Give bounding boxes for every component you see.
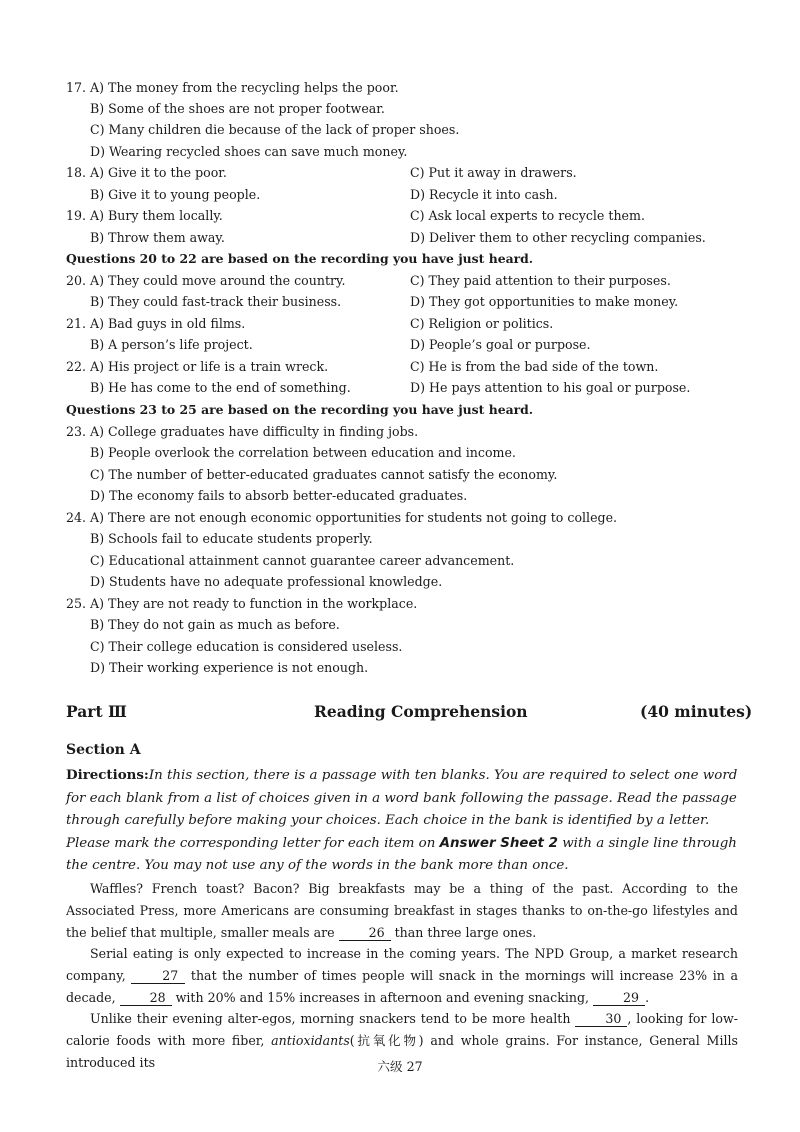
p3-text-1: Unlike their evening alter-egos, morning snackers tend to be more health [90,1011,576,1026]
p2-text-1: Serial eating is only expected to increase in the coming years. The NPD Group, a market research company, [66,946,738,983]
directions [66,764,738,878]
p3-text-2: , looking for low-calorie foods with more fiber, [66,1011,738,1048]
q24-option-d: D) Students have no adequate professional knowledge. [90,574,443,589]
blank-26: 26 [339,926,391,941]
q22-option-d: D) He pays attention to his goal or purpose. [410,380,691,395]
q17-option-d: D) Wearing recycled shoes can save much money. [90,144,408,159]
q23-option-a: 23. A) College graduates have difficulty in finding jobs. [66,424,419,439]
q25-option-b: B) They do not gain as much as before. [90,617,340,632]
q18-option-a: 18. A) Give it to the poor. [66,165,227,180]
q22-option-a: 22. A) His project or life is a train wreck. [66,359,329,374]
blank-30: 30 [575,1012,627,1027]
part-title: Reading Comprehension [314,702,528,721]
passage-paragraph-2 [66,943,738,1008]
q21-option-d: D) People’s goal or purpose. [410,337,591,352]
questions-20-22-header: Questions 20 to 22 are based on the recording you have just heard. [66,251,534,266]
section-a-heading: Section A [66,742,141,758]
q18-option-b: B) Give it to young people. [90,187,261,202]
p3-antioxidants: antioxidants [271,1032,350,1048]
q25-option-a: 25. A) They are not ready to function in the workplace. [66,596,418,611]
q20-option-c: C) They paid attention to their purposes. [410,273,671,288]
q17-option-a: 17. A) The money from the recycling helps the poor. [66,80,399,95]
p1-text-1: Waffles? French toast? Bacon? Big breakfasts may be a thing of the past. According to the Associated Press, more Americans are consuming breakfast in stages thanks to on-the-go lifestyles and the belief that multiple, smaller meals are [66,881,738,940]
page-footer: 六级 27 [377,1059,423,1074]
p2-text-2: that the number of times people will snack in the mornings will increase 23% in a decade, [66,967,738,1005]
q24-option-b: B) Schools fail to educate students properly. [90,531,373,546]
q21-option-a: 21. A) Bad guys in old films. [66,316,246,331]
p2-text-4: . [645,989,650,1005]
part-time: (40 minutes) [640,702,753,721]
q23-option-d: D) The economy fails to absorb better-educated graduates. [90,488,468,503]
blank-29: 29 [593,991,645,1006]
p1-text-2: than three large ones. [390,924,537,940]
q18-option-d: D) Recycle it into cash. [410,187,558,202]
q19-option-b: B) Throw them away. [90,230,225,245]
q17-option-c: C) Many children die because of the lack of proper shoes. [90,122,460,137]
questions-23-25-header: Questions 23 to 25 are based on the recording you have just heard. [66,402,534,417]
q21-option-c: C) Religion or politics. [410,316,554,331]
blank-28: 28 [120,991,172,1006]
directions-lead: Directions: [66,767,149,783]
q20-option-a: 20. A) They could move around the country. [66,273,346,288]
q22-option-c: C) He is from the bad side of the town. [410,359,659,374]
q19-option-a: 19. A) Bury them locally. [66,208,223,223]
q20-option-d: D) They got opportunities to make money. [410,294,679,309]
blank-27: 27 [131,969,185,984]
answer-sheet-label: Answer Sheet 2 [439,835,558,851]
q24-option-a: 24. A) There are not enough economic opportunities for students not going to college. [66,510,618,525]
directions-text-1: In this section, there is a passage with ten blanks. You are required to select one word for each blank from a list of choices given in a word bank following the passage. Read the passage through carefully before making your choices. Each choice in the bank is identified by a letter. Please mark the corresponding letter for each item on [66,768,738,851]
q20-option-b: B) They could fast-track their business. [90,294,342,309]
directions-text-2: with a single line through the centre. You may not use any of the words in the bank more than once. [66,835,737,873]
q23-option-c: C) The number of better-educated graduates cannot satisfy the economy. [90,467,558,482]
part-label: Part Ⅲ [66,702,127,721]
q25-option-c: C) Their college education is considered useless. [90,639,403,654]
q18-option-c: C) Put it away in drawers. [410,165,577,180]
q23-option-b: B) People overlook the correlation between education and income. [90,445,516,460]
q25-option-d: D) Their working experience is not enough. [90,660,369,675]
q24-option-c: C) Educational attainment cannot guarantee career advancement. [90,553,515,568]
q17-option-b: B) Some of the shoes are not proper footwear. [90,101,385,116]
q19-option-d: D) Deliver them to other recycling companies. [410,230,706,245]
passage-paragraph-1 [66,878,738,943]
q22-option-b: B) He has come to the end of something. [90,380,351,395]
q19-option-c: C) Ask local experts to recycle them. [410,208,645,223]
p2-text-3: with 20% and 15% increases in afternoon and evening snacking, [171,989,594,1005]
p3-text-3: (抗氧化物) and whole grains. For instance, General Mills introduced its [66,1032,738,1070]
q21-option-b: B) A person’s life project. [90,337,253,352]
